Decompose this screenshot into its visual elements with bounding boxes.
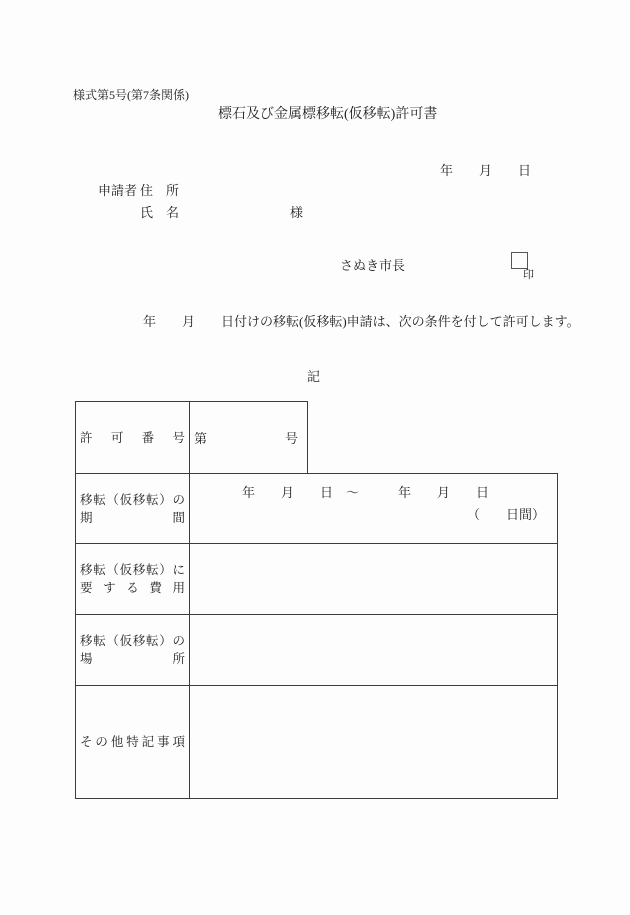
notation-marker: 記 <box>307 369 321 384</box>
permit-number-prefix: 第 <box>194 431 208 446</box>
location-label-cell <box>76 615 190 685</box>
cost-label-line1: 移転（仮移転）に <box>80 563 185 577</box>
notes-label: その他特記事項 <box>80 735 185 749</box>
form-number: 様式第5号(第7条関係) <box>73 88 189 102</box>
permit-number-label: 許可番号 <box>80 430 185 445</box>
seal-character: 印 <box>523 269 534 281</box>
applicant-name-label: 氏 名 <box>140 205 180 220</box>
period-row <box>76 474 557 543</box>
seal-mark <box>511 252 534 281</box>
permission-statement: 年 月 日付けの移転(仮移転)申請は、次の条件を付して許可します。 <box>143 314 580 329</box>
cost-row <box>76 543 557 614</box>
period-value-cell <box>190 474 557 543</box>
applicant-address-label: 住 所 <box>140 183 180 198</box>
period-dates: 年 月 日 ～ 年 月 日 <box>242 485 490 500</box>
permit-number-table <box>75 401 308 474</box>
cost-label-cell <box>76 544 190 614</box>
notes-value-cell <box>190 686 557 798</box>
notes-label-cell <box>76 686 190 798</box>
applicant-honorific: 様 <box>290 205 304 220</box>
location-value-cell <box>190 615 557 685</box>
location-label-line1: 移転（仮移転）の <box>80 634 185 648</box>
period-label-line1: 移転（仮移転）の <box>80 492 185 507</box>
period-label-line2: 期間 <box>80 510 185 525</box>
issue-date-line: 年 月 日 <box>440 163 532 178</box>
permit-number-value-cell <box>190 402 307 473</box>
applicant-label: 申請者 <box>98 183 138 198</box>
permit-number-label-cell <box>76 402 190 473</box>
permit-details-table <box>75 473 558 799</box>
notes-row <box>76 685 557 798</box>
mayor-name: さぬき市長 <box>340 258 406 273</box>
document-title: 標石及び金属標移転(仮移転)許可書 <box>218 107 438 122</box>
period-label-cell <box>76 474 190 543</box>
location-row <box>76 614 557 685</box>
cost-value-cell <box>190 544 557 614</box>
period-days: （ 日間） <box>466 507 545 522</box>
cost-label-line2: 要する費用 <box>80 581 185 595</box>
location-label-line2: 場所 <box>80 652 185 666</box>
permit-number-suffix: 号 <box>284 431 298 446</box>
